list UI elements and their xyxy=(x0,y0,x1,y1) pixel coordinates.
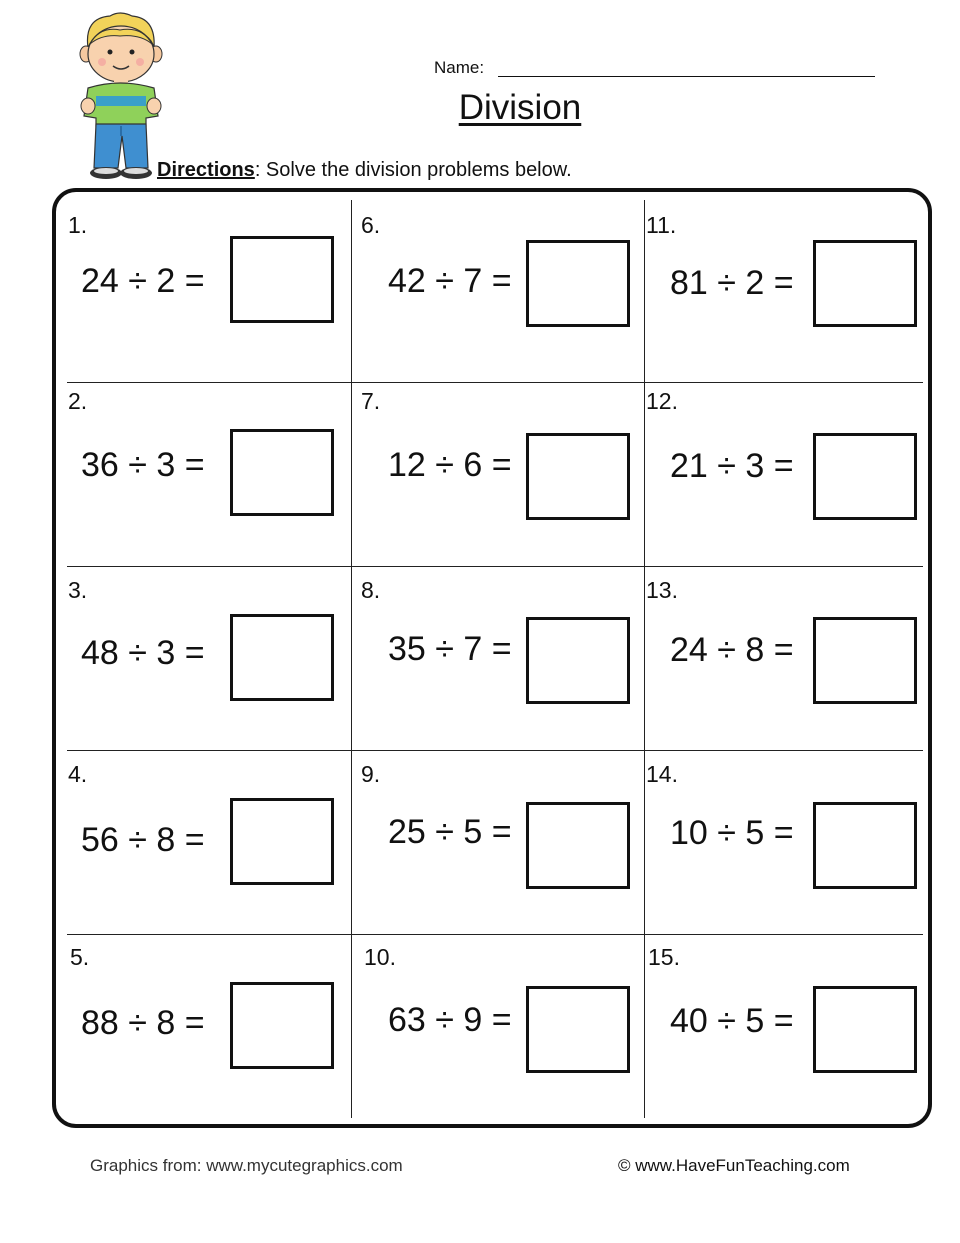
problem-number: 6. xyxy=(361,212,381,238)
problem-number: 13. xyxy=(646,577,678,603)
problem-expression: 36 ÷ 3 = xyxy=(81,446,205,484)
answer-box[interactable] xyxy=(526,240,630,327)
problem-expression: 35 ÷ 7 = xyxy=(388,630,512,668)
problem-number: 4. xyxy=(68,761,88,787)
directions xyxy=(157,159,572,182)
name-label: Name: xyxy=(434,58,485,77)
problem-number: 10. xyxy=(364,944,396,970)
problem-expression: 40 ÷ 5 = xyxy=(670,1002,794,1040)
problem-expression: 81 ÷ 2 = xyxy=(670,264,794,302)
name-blank-line[interactable] xyxy=(498,76,875,77)
problem-expression: 12 ÷ 6 = xyxy=(388,446,512,484)
answer-box[interactable] xyxy=(230,982,334,1069)
answer-box[interactable] xyxy=(813,986,917,1073)
problem-number: 2. xyxy=(68,388,88,414)
answer-box[interactable] xyxy=(526,617,630,704)
grid-divider-horizontal xyxy=(67,750,923,751)
directions-label: Directions xyxy=(157,159,255,181)
grid-divider-horizontal xyxy=(67,934,923,935)
answer-box[interactable] xyxy=(230,429,334,516)
answer-box[interactable] xyxy=(813,802,917,889)
grid-divider-vertical xyxy=(351,200,352,1118)
problem-expression: 63 ÷ 9 = xyxy=(388,1001,512,1039)
answer-box[interactable] xyxy=(813,617,917,704)
problem-number: 11. xyxy=(646,212,677,238)
problem-number: 5. xyxy=(70,944,90,970)
problem-number: 3. xyxy=(68,577,88,603)
problem-expression: 48 ÷ 3 = xyxy=(81,634,205,672)
problem-number: 9. xyxy=(361,761,381,787)
problem-number: 12. xyxy=(646,388,678,414)
grid-divider-vertical xyxy=(644,200,645,1118)
answer-box[interactable] xyxy=(813,433,917,520)
answer-box[interactable] xyxy=(526,802,630,889)
problem-expression: 56 ÷ 8 = xyxy=(81,821,205,859)
graphics-credit: Graphics from: www.mycutegraphics.com xyxy=(90,1156,403,1175)
problem-expression: 24 ÷ 2 = xyxy=(81,262,205,300)
problem-number: 7. xyxy=(361,388,381,414)
answer-box[interactable] xyxy=(526,433,630,520)
problem-number: 15. xyxy=(648,944,680,970)
answer-box[interactable] xyxy=(230,798,334,885)
name-row xyxy=(434,58,879,82)
directions-text: : Solve the division problems below. xyxy=(254,159,572,181)
problem-expression: 10 ÷ 5 = xyxy=(670,814,794,852)
problem-expression: 88 ÷ 8 = xyxy=(81,1004,205,1042)
page-title: Division xyxy=(458,88,582,127)
problem-number: 14. xyxy=(646,761,678,787)
problem-expression: 25 ÷ 5 = xyxy=(388,813,512,851)
problem-number: 1. xyxy=(68,212,88,238)
grid-divider-horizontal xyxy=(67,382,923,383)
answer-box[interactable] xyxy=(230,614,334,701)
copyright-notice: © www.HaveFunTeaching.com xyxy=(618,1156,850,1175)
problem-expression: 21 ÷ 3 = xyxy=(670,447,794,485)
grid-divider-horizontal xyxy=(67,566,923,567)
answer-box[interactable] xyxy=(526,986,630,1073)
problem-expression: 42 ÷ 7 = xyxy=(388,262,512,300)
problem-number: 8. xyxy=(361,577,381,603)
problem-expression: 24 ÷ 8 = xyxy=(670,631,794,669)
answer-box[interactable] xyxy=(230,236,334,323)
answer-box[interactable] xyxy=(813,240,917,327)
